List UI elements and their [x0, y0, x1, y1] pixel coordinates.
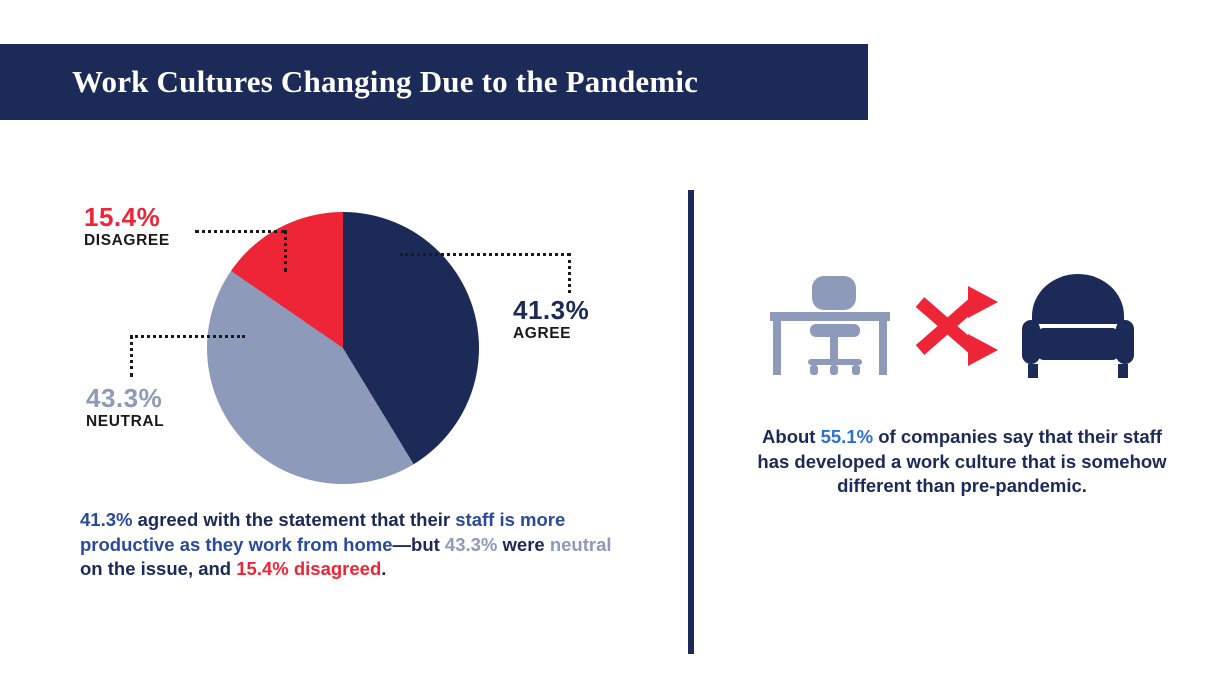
caption-text-4: on the issue, and: [80, 558, 237, 580]
caption-text-5: .: [381, 558, 387, 580]
caption-disagree-pct: 15.4% disagreed: [236, 558, 382, 580]
armchair-icon: [1022, 274, 1134, 378]
leader-line-neutral-vertical: [130, 335, 133, 377]
pie-label-agree-value: 41.3%: [513, 295, 590, 325]
pie-label-agree: [513, 297, 589, 344]
caption-text-1: agreed with the statement that their: [132, 509, 456, 530]
caption-neutral-word: neutral: [549, 533, 612, 555]
pie-label-disagree: [84, 204, 170, 251]
caption-agree-pct: 41.3%: [80, 509, 133, 530]
leader-line-disagree-horizontal: [195, 230, 285, 233]
shuffle-arrowheads-icon: [968, 286, 998, 366]
pie-label-neutral: [86, 385, 164, 432]
leader-line-agree-vertical: [568, 253, 571, 293]
pie-label-neutral-value: 43.3%: [86, 383, 163, 413]
page-title: Work Cultures Changing Due to the Pandemic: [72, 64, 699, 99]
pie-label-neutral-name: NEUTRAL: [86, 413, 165, 431]
leader-line-neutral-horizontal: [130, 335, 245, 338]
leader-line-disagree-vertical: [284, 230, 287, 272]
caption-text-3: were: [497, 533, 550, 555]
caption-highlight-statement: staff is more productive as they work from home: [80, 509, 566, 555]
caption-text-2: —but: [392, 533, 445, 555]
right-caption-text-2: of companies say that their staff has developed a work culture that is somehow different than pre-pandemic.: [757, 426, 1167, 497]
shuffle-arrows-icon: [920, 302, 975, 350]
leader-line-agree-horizontal: [400, 253, 570, 256]
section-divider: [688, 190, 694, 654]
pie-label-disagree-value: 15.4%: [84, 202, 161, 232]
right-caption-stat: 55.1%: [820, 426, 874, 447]
office-desk-chair-icon: [770, 276, 890, 375]
right-panel-caption: [757, 425, 1167, 499]
pie-caption: [80, 508, 625, 582]
pie-label-agree-name: AGREE: [513, 325, 572, 343]
pie-label-disagree-name: DISAGREE: [84, 232, 170, 250]
work-culture-illustration: [770, 268, 1150, 398]
right-caption-text-1: About: [762, 426, 821, 447]
header-bar: [0, 44, 868, 120]
caption-neutral-pct: 43.3%: [444, 533, 498, 555]
